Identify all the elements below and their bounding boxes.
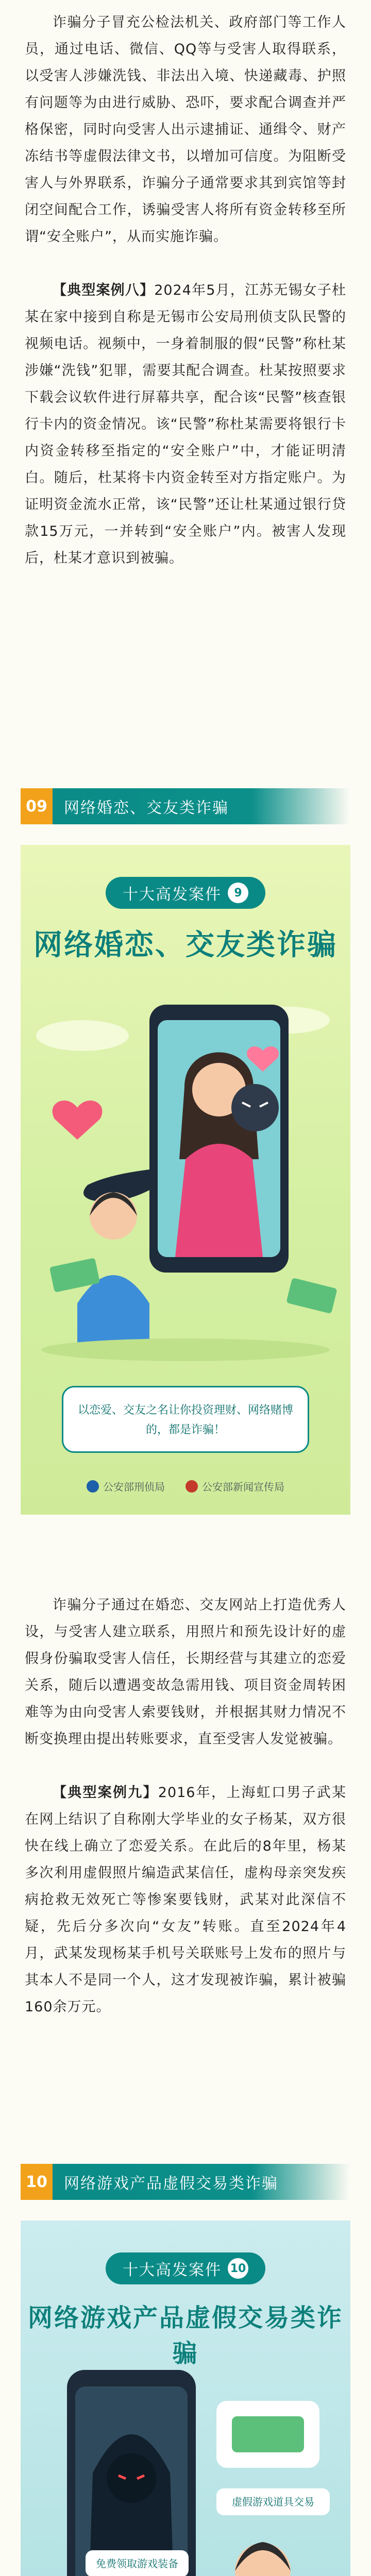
footer-org-right: 公安部新闻宣传局: [185, 1479, 284, 1494]
ground-shadow: [41, 1338, 330, 1361]
bubble-fake-item-trade: 虚假游戏道具交易: [216, 2488, 330, 2515]
poster-footer: [21, 1479, 350, 1494]
police-emblem-icon: [87, 1480, 99, 1493]
poster-badge: [106, 2252, 265, 2284]
case8-paragraph: [25, 277, 346, 572]
woman-dress: [175, 1144, 263, 1257]
romance-scam-illustration: [21, 974, 350, 1365]
poster-title: 网络婚恋、交友类诈骗: [33, 928, 338, 962]
money-icon: [286, 1278, 337, 1314]
poster-romance-scam: [21, 845, 350, 1515]
heart-icon: [53, 1100, 103, 1140]
section9-paragraph: 诈骗分子通过在婚恋、交友网站上打造优秀人设，与受害人建立联系，用照片和预先设计好的虚假身份骗取受害人信任，长期经营与其建立的恋爱关系，随后以遭遇变故急需用钱、项目资金周转困难等为由向受害人索要钱财，并根据其财力情况不断变换理由提出转账要求，直至受害人发觉被骗。: [25, 1597, 346, 1747]
case9-paragraph: [25, 1780, 346, 2021]
poster-title: 网络游戏产品虚假交易类诈骗: [27, 2303, 343, 2368]
badge-label: 十大高发案件: [123, 2261, 222, 2279]
poster-badge: [106, 877, 265, 909]
money-icon: [232, 2416, 304, 2452]
section9-text: [25, 1592, 346, 2021]
footer-org-left: 公安部刑侦局: [87, 1479, 165, 1494]
intro-text: [25, 9, 346, 572]
case8-title: 【典型案例八】: [53, 282, 155, 298]
case9-body: 2016年，上海虹口男子武某在网上结识了自称刚大学毕业的女子杨某，双方很快在线上确立了恋爱关系。在此后的8年里，杨某多次利用虚假照片编造武某信任，虚构母亲突发疾病抢救无效死亡等惨案要钱财，武某对此深信不疑，先后分多次向“女友”转账。直至2024年4月，武某发现杨某手机号关联账号上发布的照片与其本人不是同一个人，这才发现被诈骗，累计被骗160余万元。: [25, 1785, 346, 2015]
case8-body: 2024年5月，江苏无锡女子杜某在家中接到自称是无锡市公安局刑侦支队民警的视频电话。视频中，一身着制服的假“民警”称杜某涉嫌“洗钱”犯罪，需要其配合调查。杜某按照要求下载会议软件进行屏幕共享，配合该“民警”核查银行卡内的资金情况。该“民警”称杜某需要将银行卡内资金转移至指定的“安全账户”中，才能证明清白。随后，杜某将卡内资金转至对方指定账户。为证明资金流水正常，该“民警”还让杜某通过银行贷款15万元，一并转到“安全账户”内。被害人发现后，杜某才意识到被骗。: [25, 282, 346, 566]
section-title: 网络游戏产品虚假交易类诈骗: [64, 2175, 278, 2193]
section-title: 网络婚恋、交友类诈骗: [64, 799, 229, 817]
badge-number: 10: [228, 2258, 248, 2279]
police-emblem-icon: [185, 1480, 198, 1493]
section-number: 09: [21, 788, 53, 824]
scammer-head: [231, 1084, 279, 1131]
poster-game-trade-scam: [21, 2221, 350, 2576]
victim-body: [77, 1275, 149, 1345]
victim-face: [90, 1192, 137, 1240]
intro-paragraph: 诈骗分子冒充公检法机关、政府部门等工作人员，通过电话、微信、QQ等与受害人取得联系，以受害人涉嫌洗钱、非法出入境、快递藏毒、护照有问题等为由进行威胁、恐吓，要求配合调查并严格保密，同时向受害人出示逮捕证、通缉令、财产冻结书等虚假法律文书，以增加可信度。为阻断受害人与外界联系，诈骗分子通常要求其到宾馆等封闭空间配合工作，诱骗受害人将所有资金转移至所谓“安全账户”，从而实施诈骗。: [25, 14, 346, 245]
cloud-shape: [36, 1020, 129, 1051]
bubble-free-equipment: 免费领取游戏装备: [86, 2550, 189, 2576]
badge-number: 9: [228, 883, 248, 903]
section-header-09: [21, 788, 350, 824]
poster-tip: 以恋爱、交友之名让你投资理财、网络赌博的，都是诈骗！: [62, 1386, 309, 1453]
game-scam-illustration: [21, 2349, 350, 2576]
case9-title: 【典型案例九】: [53, 1785, 158, 1801]
scammer-face: [107, 2453, 156, 2503]
section-header-10: [21, 2164, 350, 2200]
badge-label: 十大高发案件: [123, 886, 222, 904]
section-number: 10: [21, 2164, 53, 2200]
